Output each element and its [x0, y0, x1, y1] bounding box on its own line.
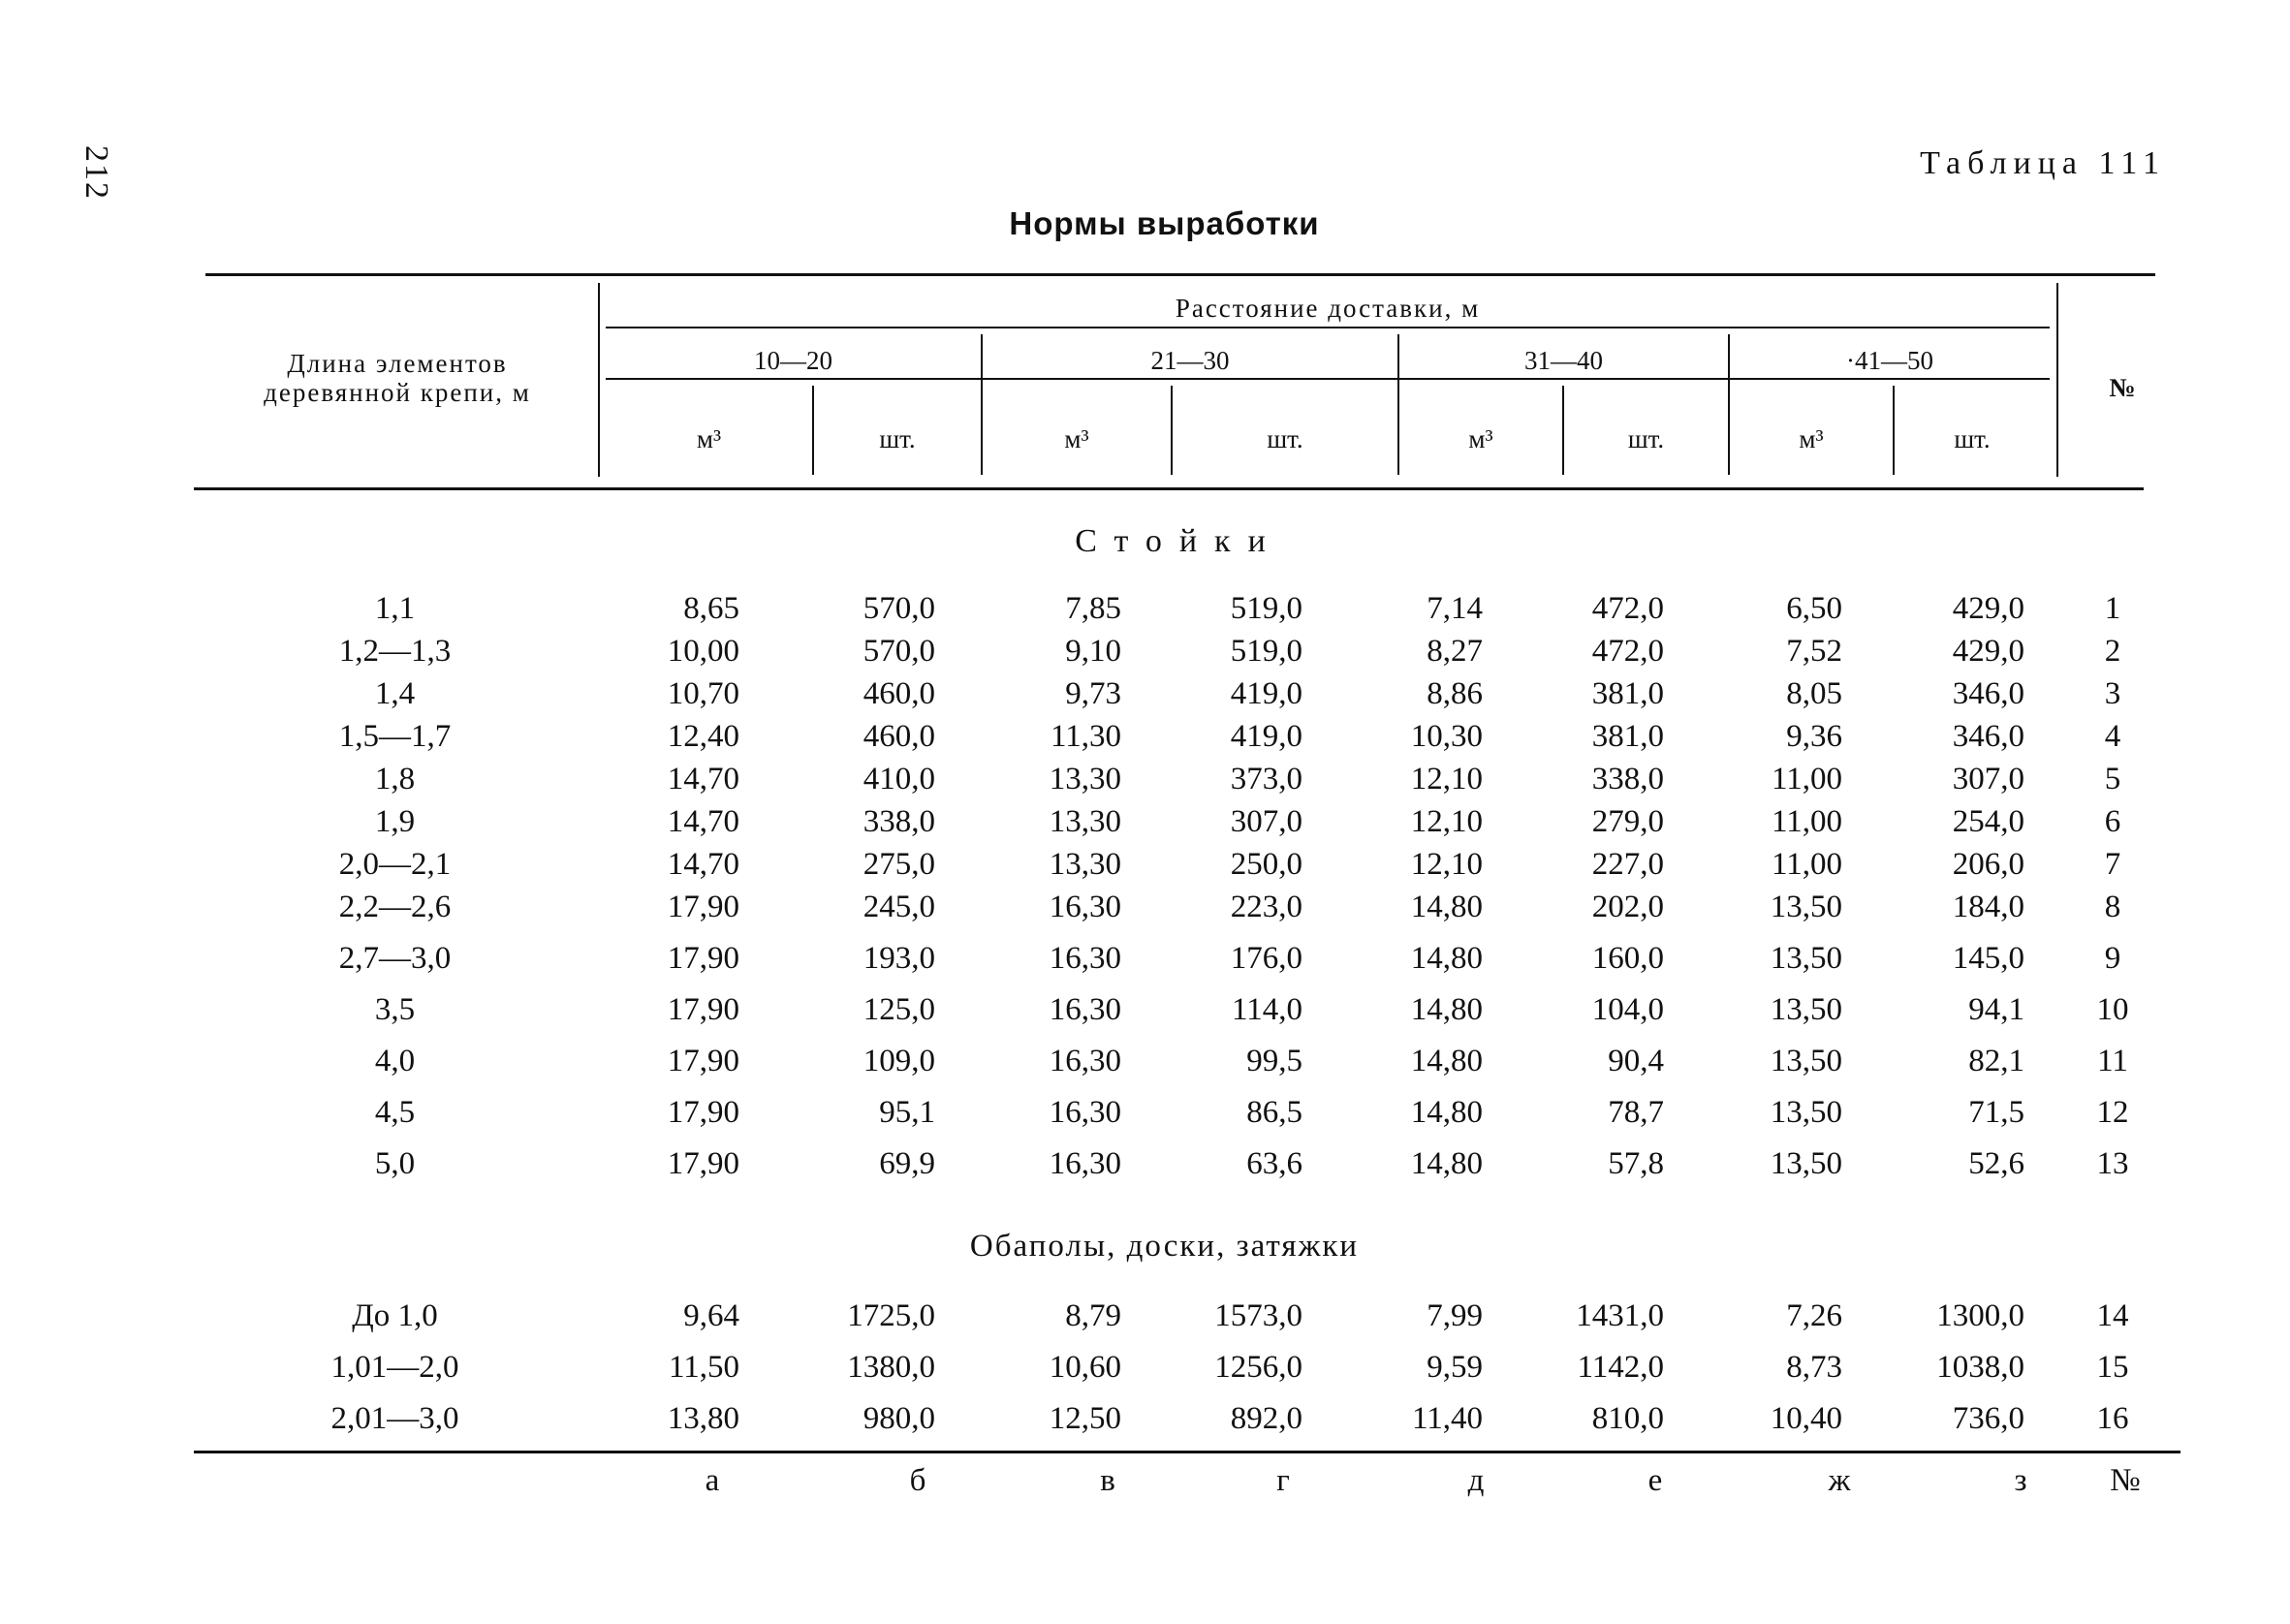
table-row [0, 1298, 2290, 1341]
cell-g: 63,6 [1246, 1146, 1302, 1181]
cell-d: 12,10 [1410, 847, 1483, 882]
row-length: 1,01—2,0 [330, 1350, 459, 1385]
section-title-stoyki: Стойки [1075, 523, 1283, 559]
table-row [0, 591, 2290, 634]
cell-e: 57,8 [1608, 1146, 1664, 1181]
cell-z: 346,0 [1952, 719, 2024, 754]
cell-zh: 9,36 [1786, 719, 1842, 754]
cell-a: 17,90 [667, 1146, 739, 1181]
cell-a: 17,90 [667, 890, 739, 924]
cell-z: 206,0 [1952, 847, 2024, 882]
row-length: 4,5 [374, 1095, 416, 1130]
cell-e: 1142,0 [1577, 1350, 1664, 1385]
unit-pcs-3: шт. [1627, 424, 1665, 453]
cell-e: 472,0 [1591, 634, 1664, 669]
stub-divider [598, 283, 600, 477]
section-title-obapoly: Обаполы, доски, затяжки [969, 1229, 1360, 1264]
range-header-1: 10—20 [754, 346, 832, 375]
row-number: 8 [2104, 890, 2121, 924]
cell-zh: 13,50 [1770, 1095, 1842, 1130]
cell-a: 8,65 [683, 591, 739, 626]
cell-z: 82,1 [1968, 1044, 2024, 1078]
cell-b: 69,9 [879, 1146, 935, 1181]
cell-zh: 6,50 [1786, 591, 1842, 626]
cell-g: 1573,0 [1214, 1298, 1302, 1333]
cell-d: 9,59 [1427, 1350, 1483, 1385]
cell-b: 1725,0 [847, 1298, 935, 1333]
top-rule [205, 273, 2155, 276]
cell-e: 381,0 [1591, 719, 1664, 754]
row-length: До 1,0 [352, 1298, 438, 1333]
table-row [0, 890, 2290, 932]
footer-letter-e: е [1647, 1463, 1663, 1498]
stub-header-line-1: Длина элементов [287, 349, 508, 378]
cell-e: 279,0 [1591, 804, 1664, 839]
unit-pcs-4: шт. [1954, 424, 1991, 453]
cell-b: 1380,0 [847, 1350, 935, 1385]
number-divider [2056, 283, 2058, 477]
footer-letter-zh: ж [1828, 1463, 1851, 1498]
footer-letter-v: в [1100, 1463, 1115, 1498]
cell-d: 14,80 [1410, 890, 1483, 924]
cell-b: 570,0 [863, 591, 935, 626]
cell-b: 95,1 [879, 1095, 935, 1130]
cell-v: 11,30 [1050, 719, 1121, 754]
row-length: 3,5 [374, 992, 416, 1027]
range-header-3: 31—40 [1524, 346, 1603, 375]
cell-zh: 13,50 [1770, 1146, 1842, 1181]
cell-a: 17,90 [667, 1095, 739, 1130]
table-row [0, 804, 2290, 847]
table-row [0, 634, 2290, 676]
row-number: 10 [2096, 992, 2129, 1027]
footer-letter-a: а [705, 1463, 720, 1498]
table-row [0, 847, 2290, 890]
cell-z: 254,0 [1952, 804, 2024, 839]
cell-v: 7,85 [1065, 591, 1121, 626]
cell-g: 307,0 [1230, 804, 1302, 839]
unit-pcs-1: шт. [879, 424, 916, 453]
row-number: 14 [2096, 1298, 2129, 1333]
cell-b: 980,0 [863, 1401, 935, 1436]
range-header-4: ·41—50 [1846, 346, 1933, 375]
cell-d: 14,80 [1410, 941, 1483, 976]
cell-e: 810,0 [1591, 1401, 1664, 1436]
cell-v: 16,30 [1049, 1146, 1121, 1181]
cell-a: 17,90 [667, 1044, 739, 1078]
cell-z: 184,0 [1952, 890, 2024, 924]
cell-d: 14,80 [1410, 1095, 1483, 1130]
unit-m3-2: м³ [1064, 424, 1089, 453]
cell-d: 14,80 [1410, 1044, 1483, 1078]
cell-v: 13,30 [1049, 804, 1121, 839]
row-length: 1,5—1,7 [338, 719, 452, 754]
row-number: 6 [2104, 804, 2121, 839]
cell-v: 16,30 [1049, 941, 1121, 976]
header-bottom-rule [194, 487, 2144, 490]
cell-a: 14,70 [667, 847, 739, 882]
cell-e: 472,0 [1591, 591, 1664, 626]
footer-letter-b: б [909, 1463, 926, 1498]
cell-b: 109,0 [863, 1044, 935, 1078]
cell-d: 14,80 [1410, 992, 1483, 1027]
cell-v: 16,30 [1049, 890, 1121, 924]
footer-letter-g: г [1276, 1463, 1290, 1498]
cell-b: 410,0 [863, 762, 935, 796]
cell-g: 114,0 [1231, 992, 1302, 1027]
cell-z: 71,5 [1968, 1095, 2024, 1130]
unit-pcs-2: шт. [1267, 424, 1303, 453]
cell-g: 99,5 [1246, 1044, 1302, 1078]
cell-zh: 11,00 [1771, 847, 1842, 882]
row-number: 16 [2096, 1401, 2129, 1436]
cell-b: 125,0 [863, 992, 935, 1027]
table-row [0, 1401, 2290, 1444]
cell-b: 338,0 [863, 804, 935, 839]
cell-a: 9,64 [683, 1298, 739, 1333]
cell-g: 519,0 [1230, 591, 1302, 626]
cell-z: 94,1 [1968, 992, 2024, 1027]
table-row [0, 1350, 2290, 1392]
cell-v: 8,79 [1065, 1298, 1121, 1333]
number-header: № [2109, 373, 2136, 402]
cell-v: 13,30 [1049, 847, 1121, 882]
table-title: Нормы выработки [1009, 205, 1320, 241]
cell-e: 202,0 [1591, 890, 1664, 924]
range-rule [606, 378, 2050, 380]
cell-zh: 13,50 [1770, 992, 1842, 1027]
row-length: 1,1 [374, 591, 416, 626]
table-row [0, 1095, 2290, 1138]
cell-zh: 7,26 [1786, 1298, 1842, 1333]
footer-letter-d: д [1467, 1463, 1485, 1498]
cell-e: 78,7 [1608, 1095, 1664, 1130]
table-row [0, 676, 2290, 719]
cell-e: 90,4 [1608, 1044, 1664, 1078]
row-length: 2,2—2,6 [338, 890, 452, 924]
row-length: 2,7—3,0 [338, 941, 452, 976]
cell-d: 8,86 [1427, 676, 1483, 711]
footer-number: № [2110, 1463, 2141, 1498]
row-number: 1 [2104, 591, 2121, 626]
cell-v: 13,30 [1049, 762, 1121, 796]
cell-a: 10,70 [667, 676, 739, 711]
cell-z: 736,0 [1952, 1401, 2024, 1436]
cell-e: 160,0 [1591, 941, 1664, 976]
cell-zh: 13,50 [1770, 1044, 1842, 1078]
cell-d: 7,14 [1427, 591, 1483, 626]
footer-letter-z: з [2014, 1463, 2027, 1498]
cell-zh: 10,40 [1770, 1401, 1842, 1436]
cell-zh: 11,00 [1771, 762, 1842, 796]
cell-g: 373,0 [1230, 762, 1302, 796]
cell-g: 223,0 [1230, 890, 1302, 924]
cell-e: 104,0 [1591, 992, 1664, 1027]
cell-v: 16,30 [1049, 992, 1121, 1027]
row-number: 13 [2096, 1146, 2129, 1181]
cell-a: 14,70 [667, 804, 739, 839]
cell-e: 381,0 [1591, 676, 1664, 711]
row-number: 2 [2104, 634, 2121, 669]
cell-v: 9,73 [1065, 676, 1121, 711]
unit-m3-1: м³ [696, 424, 722, 453]
table-row [0, 1044, 2290, 1086]
cell-z: 429,0 [1952, 591, 2024, 626]
cell-g: 86,5 [1246, 1095, 1302, 1130]
cell-e: 227,0 [1591, 847, 1664, 882]
unit-m3-4: м³ [1799, 424, 1824, 453]
cell-b: 245,0 [863, 890, 935, 924]
page-number: 212 [78, 145, 114, 201]
cell-d: 12,10 [1410, 804, 1483, 839]
row-length: 1,8 [374, 762, 416, 796]
cell-zh: 8,05 [1786, 676, 1842, 711]
cell-a: 10,00 [667, 634, 739, 669]
cell-a: 14,70 [667, 762, 739, 796]
row-number: 11 [2097, 1044, 2128, 1078]
row-number: 4 [2104, 719, 2121, 754]
cell-a: 13,80 [667, 1401, 739, 1436]
cell-b: 460,0 [863, 676, 935, 711]
cell-d: 10,30 [1410, 719, 1483, 754]
cell-g: 892,0 [1230, 1401, 1302, 1436]
row-length: 1,9 [374, 804, 416, 839]
row-length: 2,0—2,1 [338, 847, 452, 882]
cell-b: 193,0 [863, 941, 935, 976]
row-number: 12 [2096, 1095, 2129, 1130]
cell-v: 16,30 [1049, 1044, 1121, 1078]
cell-z: 1038,0 [1936, 1350, 2024, 1385]
cell-d: 12,10 [1410, 762, 1483, 796]
cell-a: 17,90 [667, 941, 739, 976]
table-row [0, 992, 2290, 1035]
cell-v: 12,50 [1049, 1401, 1121, 1436]
range-header-2: 21—30 [1150, 346, 1230, 375]
cell-d: 7,99 [1427, 1298, 1483, 1333]
row-number: 9 [2104, 941, 2121, 976]
stub-header [204, 349, 591, 407]
cell-g: 1256,0 [1214, 1350, 1302, 1385]
table-row [0, 941, 2290, 984]
cell-z: 52,6 [1968, 1146, 2024, 1181]
table-row [0, 1146, 2290, 1189]
table-label: Таблица 111 [1920, 145, 2166, 181]
cell-g: 419,0 [1230, 719, 1302, 754]
group-header: Расстояние доставки, м [1175, 294, 1481, 323]
stub-header-line-2: деревянной крепи, м [264, 378, 531, 407]
row-number: 7 [2104, 847, 2121, 882]
table-row [0, 719, 2290, 762]
cell-v: 16,30 [1049, 1095, 1121, 1130]
cell-d: 8,27 [1427, 634, 1483, 669]
cell-z: 1300,0 [1936, 1298, 2024, 1333]
row-length: 1,2—1,3 [338, 634, 452, 669]
cell-e: 1431,0 [1576, 1298, 1664, 1333]
table-row [0, 762, 2290, 804]
cell-a: 11,50 [668, 1350, 739, 1385]
cell-zh: 11,00 [1771, 804, 1842, 839]
row-number: 15 [2096, 1350, 2129, 1385]
cell-zh: 8,73 [1786, 1350, 1842, 1385]
cell-e: 338,0 [1591, 762, 1664, 796]
cell-v: 9,10 [1065, 634, 1121, 669]
cell-v: 10,60 [1049, 1350, 1121, 1385]
row-length: 1,4 [374, 676, 416, 711]
cell-zh: 13,50 [1770, 941, 1842, 976]
cell-z: 429,0 [1952, 634, 2024, 669]
unit-m3-3: м³ [1468, 424, 1493, 453]
cell-g: 519,0 [1230, 634, 1302, 669]
cell-z: 346,0 [1952, 676, 2024, 711]
cell-b: 275,0 [863, 847, 935, 882]
cell-g: 419,0 [1230, 676, 1302, 711]
row-number: 5 [2104, 762, 2121, 796]
cell-g: 176,0 [1230, 941, 1302, 976]
cell-d: 14,80 [1410, 1146, 1483, 1181]
cell-g: 250,0 [1230, 847, 1302, 882]
row-number: 3 [2104, 676, 2121, 711]
cell-a: 17,90 [667, 992, 739, 1027]
row-length: 5,0 [374, 1146, 416, 1181]
cell-zh: 7,52 [1786, 634, 1842, 669]
row-length: 4,0 [374, 1044, 416, 1078]
cell-zh: 13,50 [1770, 890, 1842, 924]
cell-z: 145,0 [1952, 941, 2024, 976]
footer-rule [194, 1451, 2180, 1453]
cell-b: 460,0 [863, 719, 935, 754]
cell-z: 307,0 [1952, 762, 2024, 796]
cell-b: 570,0 [863, 634, 935, 669]
cell-a: 12,40 [667, 719, 739, 754]
row-length: 2,01—3,0 [330, 1401, 459, 1436]
cell-d: 11,40 [1411, 1401, 1483, 1436]
group-rule [606, 327, 2050, 328]
